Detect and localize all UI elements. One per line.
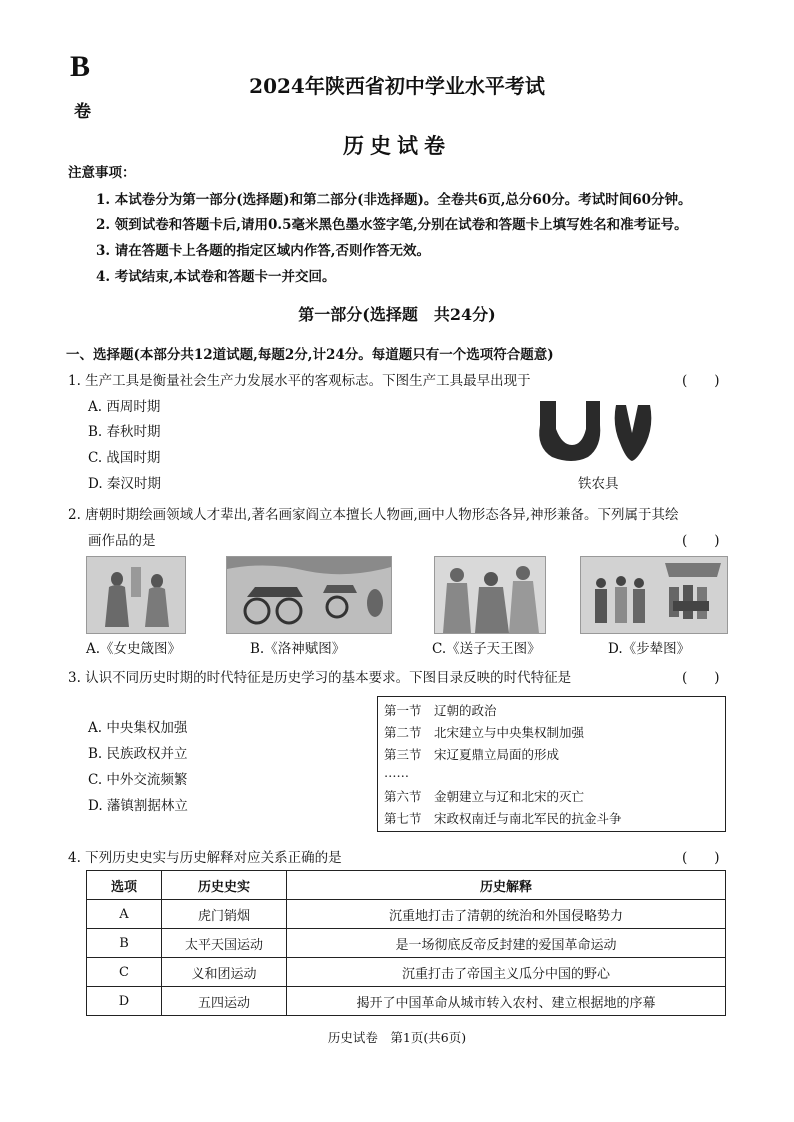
painting-d-caption: D.《步辇图》 [608,641,691,657]
notice-heading: 注意事项： [68,165,136,181]
answer-paren: ( ) [682,373,720,389]
header-fact: 历史史实 [162,871,287,900]
question-2-stem-line1: 2. 唐朝时期绘画领域人才辈出,著名画家阎立本擅长人物画,画中人物形态各异,神形兼备。下列属于其绘 [68,507,679,523]
notice-item: 1. 本试卷分为第一部分(选择题)和第二部分(非选择题)。全卷共6页,总分60分。考试时间60分钟。 [96,192,692,208]
question-1-option-b: B. 春秋时期 [88,424,161,440]
subject-title: 历史试卷 [343,133,451,158]
header-interpretation: 历史解释 [287,871,726,900]
painting-c-image [434,556,546,634]
painting-c-caption: C.《送子天王图》 [432,641,541,657]
answer-paren: ( ) [682,850,720,866]
exam-title: 2024年陕西省初中学业水平考试 [249,74,545,98]
toc-line: 第一节 辽朝的政治 [384,703,497,718]
painting-a-image [86,556,186,634]
painting-b-caption: B.《洛神赋图》 [250,641,346,657]
row-option: A [87,900,162,929]
row-fact: 五四运动 [162,987,287,1016]
table-row [87,900,726,929]
question-3-option-d: D. 藩镇割据林立 [88,798,188,814]
question-3-option-a: A. 中央集权加强 [88,720,188,736]
table-row [87,958,726,987]
question-3-stem: 3. 认识不同历史时期的时代特征是历史学习的基本要求。下图目录反映的时代特征是 [68,670,572,686]
notice-item: 2. 领到试卷和答题卡后,请用0.5毫米黑色墨水签字笔,分别在试卷和答题卡上填写姓名和准考证号。 [96,217,688,233]
page-footer: 历史试卷 第1页(共6页) [327,1030,467,1045]
question-1-option-a: A. 西周时期 [88,399,161,415]
table-row [87,929,726,958]
toc-line: 第三节 宋辽夏鼎立局面的形成 [384,747,560,762]
iron-tools-image [532,395,672,465]
question-2-stem-line2: 画作品的是 [88,533,156,549]
row-interpretation: 沉重地打击了清朝的统治和外国侵略势力 [287,900,726,929]
question-1-stem: 1. 生产工具是衡量社会生产力发展水平的客观标志。下图生产工具最早出现于 [68,373,531,389]
question-3-option-c: C. 中外交流频繁 [88,772,188,788]
row-option: D [87,987,162,1016]
table-of-contents-box [377,696,726,832]
table-header-row [87,871,726,900]
question-1-option-d: D. 秦汉时期 [88,476,161,492]
history-table [86,870,726,1016]
painting-d-image [580,556,728,634]
toc-line: 第六节 金朝建立与辽和北宋的灭亡 [384,789,585,804]
row-option: C [87,958,162,987]
row-interpretation: 揭开了中国革命从城市转入农村、建立根据地的序幕 [287,987,726,1016]
row-interpretation: 是一场彻底反帝反封建的爱国革命运动 [287,929,726,958]
toc-line: …… [384,765,409,780]
answer-paren: ( ) [682,670,720,686]
painting-a-caption: A.《女史箴图》 [86,641,182,657]
answer-paren: ( ) [682,533,720,549]
row-interpretation: 沉重打击了帝国主义瓜分中国的野心 [287,958,726,987]
row-option: B [87,929,162,958]
header-option: 选项 [87,871,162,900]
table-row [87,987,726,1016]
painting-b-image [226,556,392,634]
question-3-option-b: B. 民族政权并立 [88,746,188,762]
notice-item: 3. 请在答题卡上各题的指定区域内作答,否则作答无效。 [96,243,430,259]
notice-item: 4. 考试结束,本试卷和答题卡一并交回。 [96,269,336,285]
toc-line: 第二节 北宋建立与中央集权制加强 [384,725,585,740]
row-fact: 义和团运动 [162,958,287,987]
paper-type-suffix: 卷 [74,102,91,122]
row-fact: 虎门销烟 [162,900,287,929]
paper-type-letter: B [70,50,91,83]
row-fact: 太平天国运动 [162,929,287,958]
question-1-option-c: C. 战国时期 [88,450,161,466]
question-1-image-caption: 铁农具 [578,476,619,492]
toc-line: 第七节 宋政权南迁与南北军民的抗金斗争 [384,811,622,826]
part-title: 第一部分(选择题 共24分) [298,305,496,324]
section-heading: 一、选择题(本部分共12道试题,每题2分,计24分。每道题只有一个选项符合题意) [66,347,554,363]
question-4-stem: 4. 下列历史史实与历史解释对应关系正确的是 [68,850,342,866]
